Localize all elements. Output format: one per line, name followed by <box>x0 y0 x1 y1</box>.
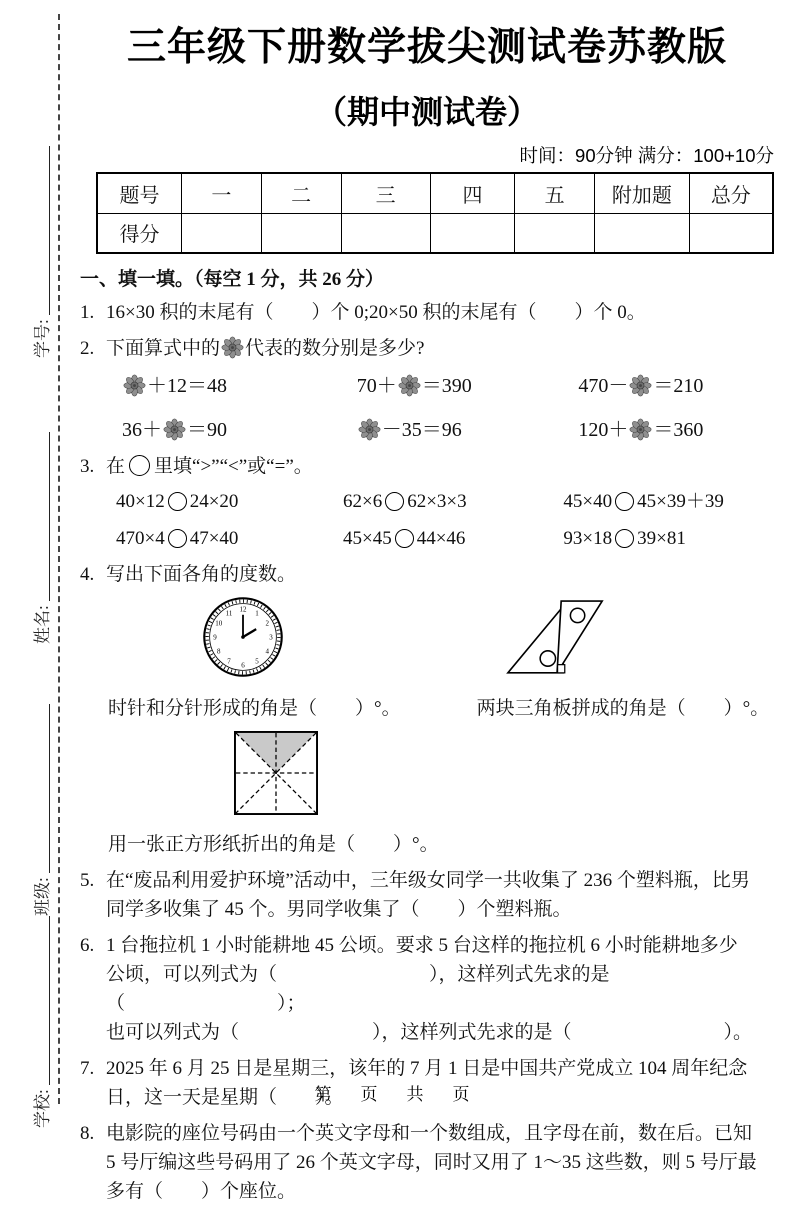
flower-equations-grid <box>122 372 774 445</box>
student-id-blank-line <box>49 146 50 315</box>
question-4-text: 写出下面各角的度数。 <box>106 564 297 585</box>
flower-icon <box>357 418 382 441</box>
question-2-text-before: 下面算式中的 <box>106 338 221 359</box>
score-cell <box>430 213 515 253</box>
question-7-line: 2025 年 6 月 25 日是星期三，该年的 7 月 1 日是中国共产党成立 104 周年纪念 <box>106 1058 748 1079</box>
question-5-line: 在“废品利用爱护环境”活动中，三年级女同学一共收集了 236 个塑料瓶，比男 <box>106 870 750 891</box>
score-col-2: 二 <box>261 173 341 213</box>
score-cell <box>261 213 341 253</box>
school-label: 学校: <box>33 1089 52 1128</box>
student-id-label: 学号: <box>33 319 52 358</box>
question-4-number: 4. <box>80 564 95 585</box>
flower-icon <box>122 374 147 397</box>
question-3-number: 3. <box>80 456 95 477</box>
question-8 <box>80 1119 774 1206</box>
comparison-4: 470×4 47×40 <box>116 528 239 549</box>
question-6-line: 公顷，可以列式为（ ），这样列式先求的是（ ）； <box>106 964 610 1014</box>
score-table-header-row <box>97 173 773 213</box>
question-8-line: 电影院的座位号码由一个英文字母和一个数组成，且字母在前，数在后。已知 <box>106 1123 753 1144</box>
comparison-1: 40×12 24×20 <box>116 491 239 512</box>
equation-6: 120＋ ＝360 <box>578 419 704 441</box>
equation-2: 70＋ ＝390 <box>356 375 472 397</box>
clock-angle-caption: 时针和分针形成的角是（ ）°。 <box>108 698 401 719</box>
score-col-4: 四 <box>430 173 515 213</box>
comparison-grid <box>116 487 774 553</box>
school-blank-line <box>49 916 50 1085</box>
equation-3: 470－ ＝210 <box>578 375 704 397</box>
comparison-5: 45×45 44×46 <box>343 528 466 549</box>
student-id-field <box>27 146 53 358</box>
class-field <box>27 704 53 916</box>
question-6-line: 也可以列式为（ ），这样列式先求的是（ ）。 <box>106 1022 753 1043</box>
score-cell <box>341 213 430 253</box>
folded-square-figure <box>234 731 774 824</box>
compare-circle-icon <box>168 529 187 548</box>
score-col-5: 五 <box>515 173 595 213</box>
compare-circle-icon <box>129 455 150 476</box>
angle-figures-row <box>106 595 774 688</box>
equation-1: ＋12＝48 <box>122 372 357 401</box>
svg-text:11: 11 <box>225 609 233 618</box>
score-col-bonus: 附加题 <box>595 173 690 213</box>
score-table-score-row <box>97 213 773 253</box>
question-2 <box>80 334 774 445</box>
question-1-text: 16×30 积的末尾有（ ）个 0;20×50 积的末尾有（ ）个 0。 <box>106 302 646 323</box>
svg-text:5: 5 <box>255 657 259 666</box>
svg-text:3: 3 <box>269 633 273 642</box>
svg-text:10: 10 <box>215 619 223 628</box>
student-name-field <box>27 432 53 644</box>
score-col-1: 一 <box>182 173 262 213</box>
clock-figure <box>201 595 285 688</box>
question-3 <box>80 452 774 553</box>
page-number-footer: 第 页 共 页 <box>314 1085 476 1104</box>
section-one-heading: 一、填一填。（每空 1 分，共 26 分） <box>80 269 385 290</box>
folded-square-icon <box>234 731 318 815</box>
student-name-blank-line <box>49 432 50 601</box>
svg-text:9: 9 <box>213 633 217 642</box>
question-5 <box>80 866 774 924</box>
flower-icon <box>628 418 653 441</box>
flower-icon <box>162 418 187 441</box>
question-6-line: 1 台拖拉机 1 小时能耕地 45 公顷。要求 5 台这样的拖拉机 6 小时能耕地多少 <box>106 935 738 956</box>
score-cell <box>515 213 595 253</box>
question-6 <box>80 931 774 1047</box>
question-5-line: 同学多收集了 45 个。男同学收集了（ ）个塑料瓶。 <box>106 899 572 920</box>
question-6-number: 6. <box>80 935 95 956</box>
compare-circle-icon <box>395 529 414 548</box>
page-subtitle: （期中测试卷） <box>314 94 539 130</box>
flower-icon <box>397 374 422 397</box>
set-squares-icon <box>475 597 633 679</box>
question-1-number: 1. <box>80 302 95 323</box>
score-col-total: 总分 <box>689 173 773 213</box>
question-8-number: 8. <box>80 1123 95 1144</box>
comparison-2: 62×6 62×3×3 <box>343 491 467 512</box>
svg-text:1: 1 <box>255 609 259 618</box>
score-col-3: 三 <box>341 173 430 213</box>
question-3-text-before: 在 <box>106 456 126 477</box>
class-label: 班级: <box>33 877 52 916</box>
question-2-text-after: 代表的数分别是多少? <box>245 338 425 359</box>
question-4 <box>80 560 774 859</box>
compare-circle-icon <box>385 492 404 511</box>
class-blank-line <box>49 704 50 873</box>
question-5-number: 5. <box>80 870 95 891</box>
score-cell <box>689 213 773 253</box>
clock-icon <box>201 595 285 679</box>
compare-circle-icon <box>615 492 634 511</box>
question-8-line: 5 号厅编这些号码用了 26 个英文字母，同时又用了 1～35 这些数，则 5 号厅最 <box>106 1152 757 1173</box>
question-1 <box>80 298 774 327</box>
svg-text:4: 4 <box>265 647 269 656</box>
svg-text:12: 12 <box>239 605 247 614</box>
figure-captions-row <box>106 694 774 723</box>
set-squares-figure <box>475 597 633 688</box>
score-cell <box>595 213 690 253</box>
question-7-number: 7. <box>80 1058 95 1079</box>
comparison-6: 93×18 39×81 <box>563 528 686 549</box>
equation-4: 36＋ ＝90 <box>122 419 227 441</box>
question-7-line: 日，这一天是星期（ ）。 <box>106 1087 344 1108</box>
svg-text:2: 2 <box>265 619 269 628</box>
flower-icon <box>628 374 653 397</box>
time-score-info: 时间：90分钟 满分：100+10分 <box>519 145 774 166</box>
svg-text:7: 7 <box>227 657 231 666</box>
dashed-fold-line <box>58 14 60 1104</box>
question-3-text-after: 里填“>”“<”或“=”。 <box>154 456 313 477</box>
question-2-number: 2. <box>80 338 95 359</box>
score-table <box>96 172 774 254</box>
triangles-angle-caption: 两块三角板拼成的角是（ ）°。 <box>476 698 770 719</box>
score-table-corner: 题号 <box>97 173 182 213</box>
square-angle-caption: 用一张正方形纸折出的角是（ ）°。 <box>108 834 439 855</box>
score-row-label: 得分 <box>97 213 182 253</box>
flower-icon <box>220 336 245 359</box>
compare-circle-icon <box>615 529 634 548</box>
equation-5: －35＝96 <box>357 416 579 445</box>
comparison-3: 45×40 45×39＋39 <box>563 491 724 512</box>
score-cell <box>182 213 262 253</box>
page-title: 三年级下册数学拔尖测试卷苏教版 <box>126 26 727 69</box>
student-name-label: 姓名: <box>33 605 52 644</box>
question-8-line: 多有（ ）个座位。 <box>106 1181 297 1202</box>
svg-text:8: 8 <box>217 647 221 656</box>
svg-text:6: 6 <box>241 661 245 670</box>
compare-circle-icon <box>168 492 187 511</box>
